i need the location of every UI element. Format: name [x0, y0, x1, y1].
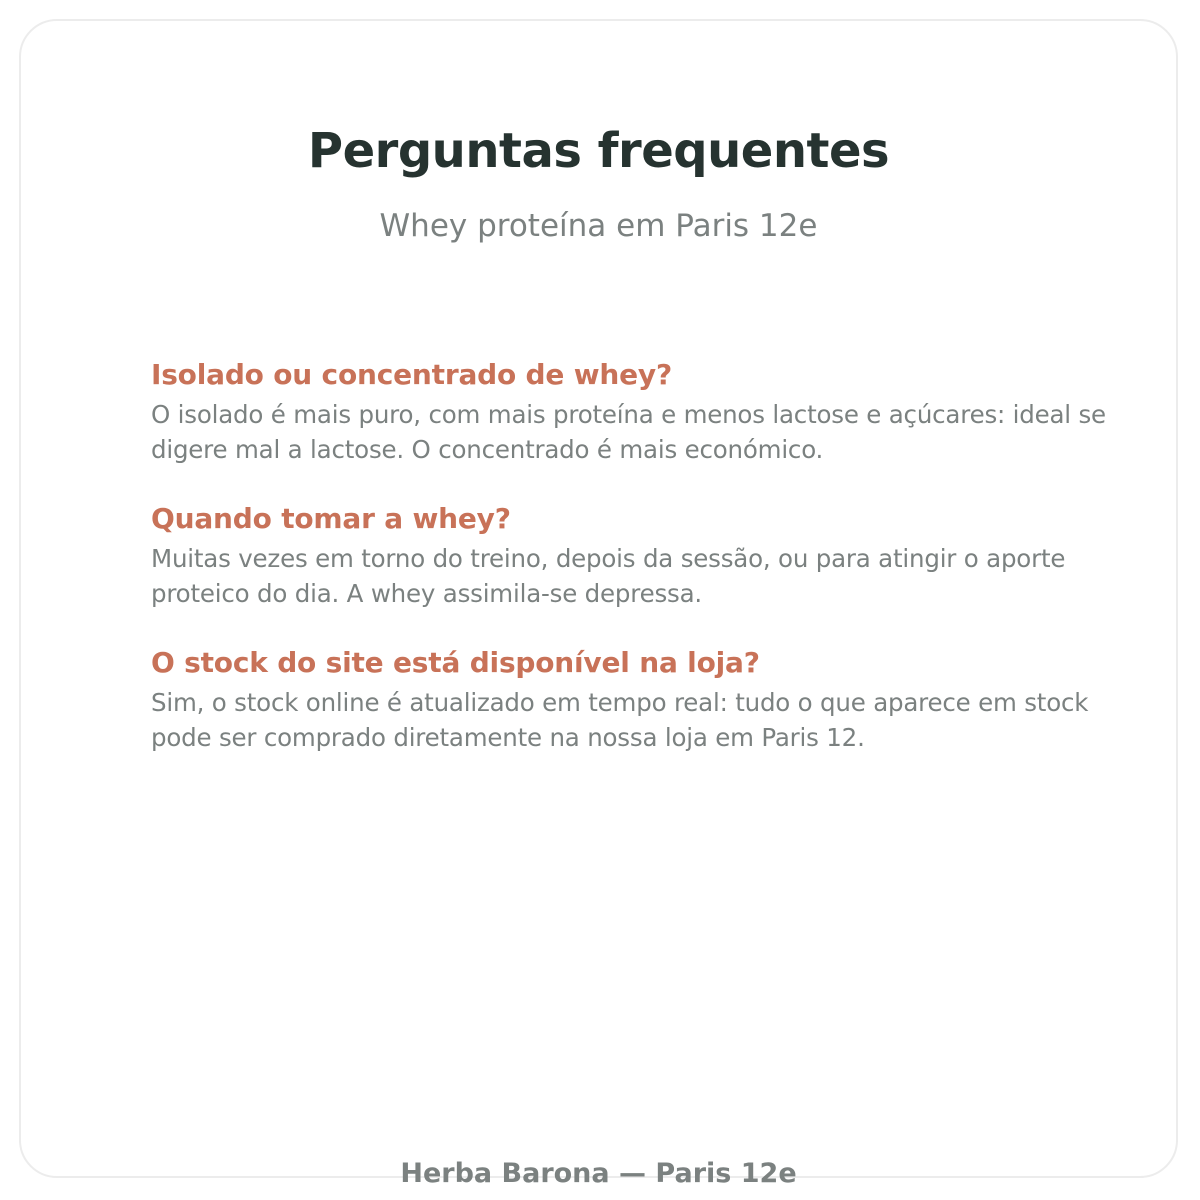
- faq-item: [151, 643, 1141, 755]
- faq-answer: O isolado é mais puro, com mais proteína e menos lactose e açúcares: ideal se digere mal a lactose. O concentrado é mais económico.: [151, 400, 1106, 464]
- faq-question: Quando tomar a whey?: [151, 502, 511, 535]
- faq-question: Isolado ou concentrado de whey?: [151, 358, 673, 391]
- faq-question: O stock do site está disponível na loja?: [151, 646, 760, 679]
- page-title: Perguntas frequentes: [307, 123, 890, 179]
- faq-card: [19, 19, 1178, 1189]
- faq-item: [151, 499, 1141, 611]
- faq-answer: Sim, o stock online é atualizado em tempo real: tudo o que aparece em stock pode ser comprado diretamente na nossa loja em Paris 12.: [151, 688, 1089, 752]
- page-subtitle: Whey proteína em Paris 12e: [379, 208, 818, 244]
- faq-answer: Muitas vezes em torno do treino, depois da sessão, ou para atingir o aporte proteico do dia. A whey assimila-se depressa.: [151, 544, 1066, 608]
- faq-item: [151, 355, 1141, 467]
- faq-list: [151, 355, 1141, 787]
- footer-brand: Herba Barona — Paris 12e: [400, 1158, 797, 1189]
